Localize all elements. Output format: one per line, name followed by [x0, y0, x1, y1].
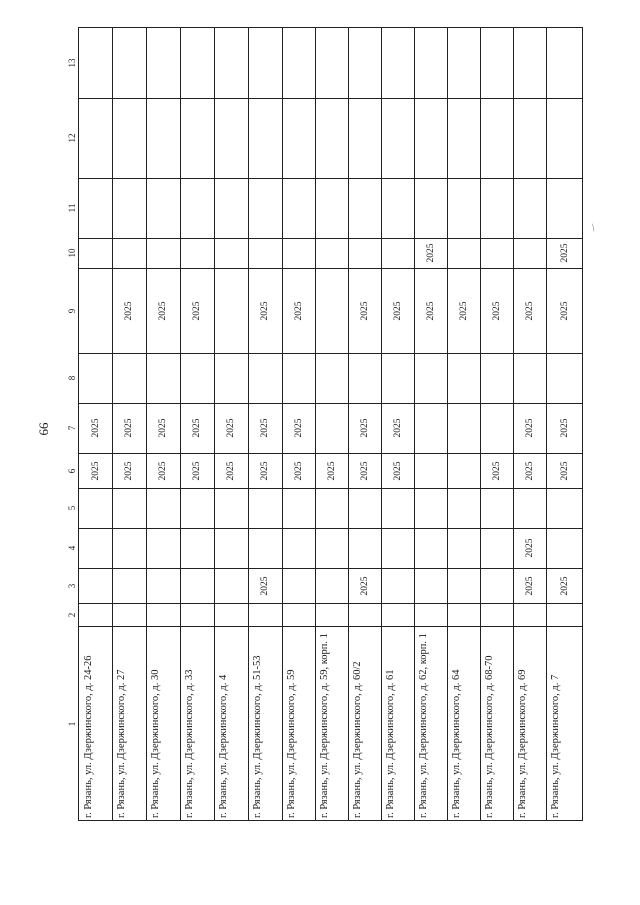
cell-value-text: 2025: [560, 418, 570, 438]
cell-value-text: 2025: [260, 461, 270, 480]
row-divider: [381, 28, 382, 820]
address-text: г. Рязань, ул. Дзержинского, д. 69: [517, 669, 528, 818]
address-text: г. Рязань, ул. Дзержинского, д. 24-26: [83, 655, 94, 818]
cell-value-text: 2025: [124, 418, 134, 438]
cell-value-text: 2025: [458, 301, 469, 320]
column-number-8: 8: [67, 375, 77, 381]
row-divider: [282, 28, 283, 820]
address-text: г. Рязань, ул. Дзержинского, д. 61: [385, 669, 396, 818]
cell-value-text: 2025: [359, 301, 370, 320]
cell-value-col-9: [422, 291, 440, 331]
address-cell: [384, 630, 412, 818]
cell-value-col-6: [389, 451, 407, 491]
column-divider: [79, 568, 582, 569]
cell-value-col-3: [521, 566, 539, 606]
address-cell: [149, 630, 177, 818]
cell-value-col-6: [256, 451, 274, 491]
scan-artifact: /: [589, 222, 598, 234]
address-text: г. Рязань, ул. Дзержинского, д. 59, корп. 1: [319, 633, 330, 818]
cell-value-col-6: [120, 451, 138, 491]
column-number-1: 1: [67, 721, 77, 727]
cell-value-col-3: [556, 566, 574, 606]
cell-value-text: 2025: [192, 418, 202, 438]
column-number-5: 5: [67, 505, 77, 511]
row-divider: [348, 28, 349, 820]
address-cell: [516, 630, 544, 818]
cell-value-text: 2025: [158, 301, 168, 320]
cell-value-col-9: [356, 291, 374, 331]
cell-value-col-7: [556, 408, 574, 448]
cell-value-col-7: [256, 408, 274, 448]
cell-value-text: 2025: [260, 576, 270, 595]
cell-value-col-7: [87, 408, 105, 448]
address-cell: [318, 630, 346, 818]
row-divider: [480, 28, 481, 820]
address-cell: [483, 630, 511, 818]
address-text: г. Рязань, ул. Дзержинского, д. 33: [184, 669, 195, 818]
cell-value-col-9: [256, 291, 274, 331]
cell-value-col-6: [556, 451, 574, 491]
address-text: г. Рязань, ул. Дзержинского, д. 62, корп. 1: [418, 633, 429, 818]
column-number-13: 13: [67, 58, 77, 68]
page-number: 66: [36, 422, 51, 436]
cell-value-col-6: [323, 451, 341, 491]
cell-value-text: 2025: [90, 418, 101, 438]
row-divider: [112, 28, 113, 820]
cell-value-col-10: [556, 233, 574, 273]
cell-value-col-9: [154, 291, 172, 331]
cell-value-text: 2025: [293, 418, 304, 438]
address-cell: [285, 630, 313, 818]
column-divider: [79, 268, 582, 269]
cell-value-col-7: [188, 408, 206, 448]
cell-value-col-6: [154, 451, 172, 491]
cell-value-col-9: [521, 291, 539, 331]
cell-value-text: 2025: [158, 418, 168, 438]
address-cell: [351, 630, 379, 818]
cell-value-col-6: [222, 451, 240, 491]
row-divider: [180, 28, 181, 820]
row-divider: [315, 28, 316, 820]
cell-value-col-9: [290, 291, 308, 331]
cell-value-col-7: [154, 408, 172, 448]
cell-value-col-6: [521, 451, 539, 491]
column-divider: [79, 403, 582, 404]
cell-value-text: 2025: [425, 243, 436, 263]
address-cell: [82, 630, 110, 818]
cell-value-text: 2025: [392, 418, 403, 438]
cell-value-text: 2025: [524, 461, 535, 480]
cell-value-col-7: [222, 408, 240, 448]
data-table: [67, 27, 583, 821]
cell-value-col-4: [521, 528, 539, 568]
column-number-11: 11: [67, 203, 77, 213]
column-number-9: 9: [67, 308, 77, 313]
column-number-6: 6: [67, 468, 77, 473]
cell-value-text: 2025: [359, 461, 370, 480]
cell-value-text: 2025: [392, 461, 403, 480]
cell-value-col-6: [356, 451, 374, 491]
column-divider: [79, 353, 582, 354]
address-cell: [115, 630, 143, 818]
column-divider: [79, 98, 582, 99]
column-number-7: 7: [67, 425, 77, 431]
address-text: г. Рязань, ул. Дзержинского, д. 68-70: [484, 655, 495, 818]
column-number-2: 2: [67, 612, 77, 617]
address-cell: [251, 630, 279, 818]
cell-value-text: 2025: [158, 461, 168, 480]
cell-value-text: 2025: [560, 576, 570, 595]
cell-value-text: 2025: [560, 461, 570, 480]
row-divider: [414, 28, 415, 820]
address-text: г. Рязань, ул. Дзержинского, д. 51-53: [252, 655, 263, 818]
cell-value-text: 2025: [524, 301, 535, 320]
cell-value-text: 2025: [524, 418, 535, 438]
address-text: г. Рязань, ул. Дзержинского, д. 59: [286, 669, 297, 818]
cell-value-col-9: [389, 291, 407, 331]
column-divider: [79, 603, 582, 604]
cell-value-col-9: [455, 291, 473, 331]
cell-value-text: 2025: [226, 418, 236, 438]
column-number-10: 10: [67, 248, 77, 258]
address-text: г. Рязань, ул. Дзержинского, д. 4: [218, 674, 229, 818]
cell-value-col-7: [356, 408, 374, 448]
cell-value-col-6: [488, 451, 506, 491]
address-text: г. Рязань, ул. Дзержинского, д. 30: [150, 669, 161, 818]
row-divider: [513, 28, 514, 820]
cell-value-text: 2025: [192, 301, 202, 320]
cell-value-text: 2025: [491, 301, 502, 320]
cell-value-col-3: [356, 566, 374, 606]
address-cell: [183, 630, 211, 818]
address-cell: [549, 630, 577, 818]
row-divider: [146, 28, 147, 820]
cell-value-text: 2025: [260, 301, 270, 320]
cell-value-text: 2025: [392, 301, 403, 320]
cell-value-col-7: [290, 408, 308, 448]
cell-value-col-7: [521, 408, 539, 448]
cell-value-text: 2025: [293, 461, 304, 480]
address-text: г. Рязань, ул. Дзержинского, д. 64: [451, 669, 462, 818]
row-divider: [447, 28, 448, 820]
cell-value-text: 2025: [124, 461, 134, 480]
column-divider: [79, 178, 582, 179]
cell-value-col-6: [290, 451, 308, 491]
cell-value-text: 2025: [524, 576, 535, 595]
address-cell: [217, 630, 245, 818]
cell-value-col-6: [87, 451, 105, 491]
address-cell: [417, 630, 445, 818]
row-divider: [248, 28, 249, 820]
row-divider: [214, 28, 215, 820]
cell-value-text: 2025: [560, 243, 570, 263]
row-divider: [546, 28, 547, 820]
column-number-12: 12: [67, 133, 77, 143]
cell-value-text: 2025: [124, 301, 134, 320]
cell-value-col-7: [389, 408, 407, 448]
cell-value-text: 2025: [293, 301, 304, 320]
address-text: г. Рязань, ул. Дзержинского, д. 60/2: [352, 661, 363, 818]
cell-value-text: 2025: [425, 301, 436, 320]
cell-value-col-7: [120, 408, 138, 448]
cell-value-col-6: [188, 451, 206, 491]
cell-value-col-3: [256, 566, 274, 606]
cell-value-text: 2025: [260, 418, 270, 438]
column-number-3: 3: [67, 583, 77, 588]
cell-value-col-9: [488, 291, 506, 331]
address-text: г. Рязань, ул. Дзержинского, д. 27: [116, 669, 127, 818]
cell-value-text: 2025: [90, 461, 101, 480]
cell-value-text: 2025: [359, 418, 370, 438]
column-number-4: 4: [67, 545, 77, 551]
cell-value-col-9: [120, 291, 138, 331]
column-divider: [79, 626, 582, 627]
cell-value-text: 2025: [359, 576, 370, 595]
column-divider: [79, 528, 582, 529]
cell-value-col-9: [188, 291, 206, 331]
cell-value-col-9: [556, 291, 574, 331]
column-divider: [79, 238, 582, 239]
address-text: г. Рязань, ул. Дзержинского, д. 7: [550, 674, 561, 818]
cell-value-text: 2025: [326, 461, 337, 480]
cell-value-col-10: [422, 233, 440, 273]
cell-value-text: 2025: [192, 461, 202, 480]
cell-value-text: 2025: [524, 538, 535, 558]
address-cell: [450, 630, 478, 818]
cell-value-text: 2025: [560, 301, 570, 320]
cell-value-text: 2025: [491, 461, 502, 480]
cell-value-text: 2025: [226, 461, 236, 480]
